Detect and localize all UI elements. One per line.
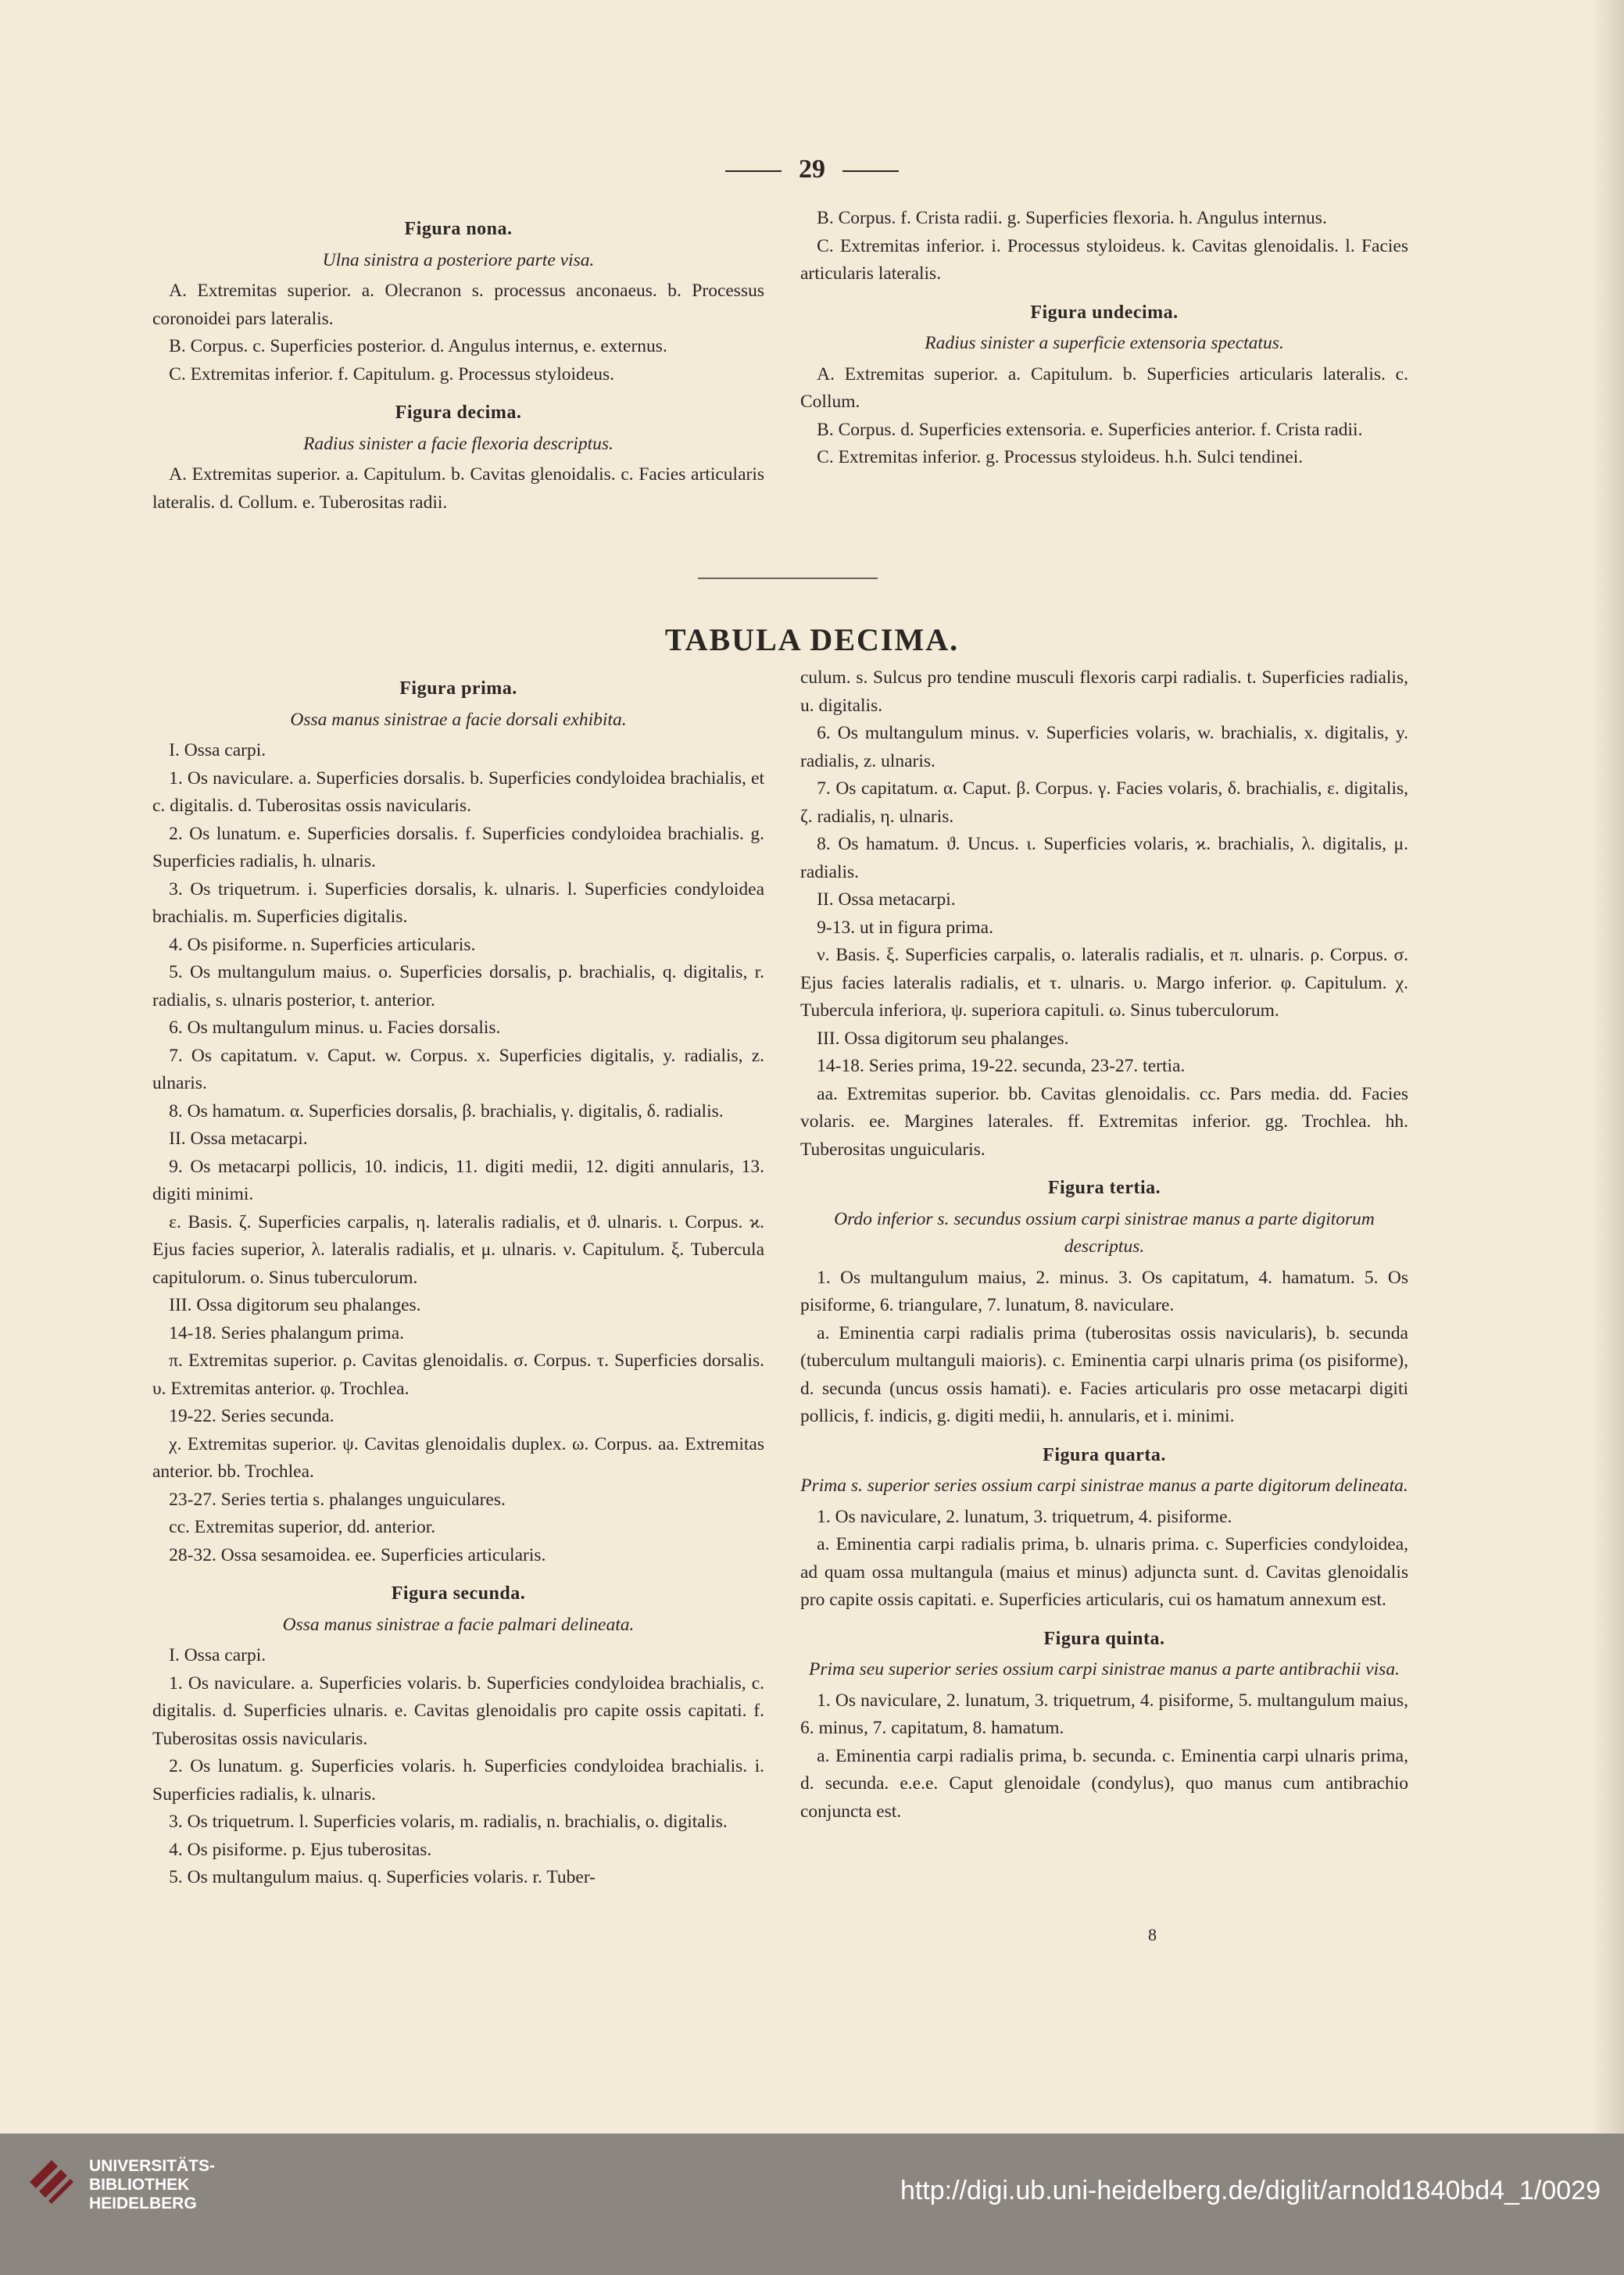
paragraph: 7. Os capitatum. α. Caput. β. Corpus. γ. Facies volaris, δ. brachialis, ε. digitalis, ζ. radialis, η. ulnaris. <box>800 778 1408 827</box>
page-number-rule-right <box>842 170 899 172</box>
paragraph: 2. Os lunatum. g. Superficies volaris. h. Superficies condyloidea brachialis. i. Superficies radialis, k. ulnaris. <box>152 1756 764 1805</box>
figure-subtitle: Ordo inferior s. secundus ossium carpi sinistrae manus a parte digitorum descriptus. <box>834 1208 1375 1257</box>
column-bottom-left <box>152 664 764 1892</box>
figure-subtitle: Ossa manus sinistrae a facie palmari delineata. <box>282 1614 635 1635</box>
page-number-rule-left <box>725 170 782 172</box>
paragraph: 9-13. ut in figura prima. <box>817 917 993 938</box>
paragraph: cc. Extremitas superior, dd. anterior. <box>169 1517 436 1537</box>
paragraph: B. Corpus. f. Crista radii. g. Superficies flexoria. h. Angulus internus. <box>817 208 1327 228</box>
paragraph: 6. Os multangulum minus. v. Superficies volaris, w. brachialis, x. digitalis, y. radialis, z. ulnaris. <box>800 723 1408 771</box>
figure-heading: Figura nona. <box>404 219 513 239</box>
footer-bar <box>0 2134 1624 2275</box>
library-name <box>89 2157 215 2213</box>
paragraph: II. Ossa metacarpi. <box>817 889 956 910</box>
paragraph: 6. Os multangulum minus. u. Facies dorsalis. <box>169 1018 501 1038</box>
page-number-header <box>0 155 1624 184</box>
library-name-line: UNIVERSITÄTS- <box>89 2157 216 2175</box>
column-bottom-right <box>800 664 1408 1826</box>
section-divider <box>698 578 878 579</box>
paragraph: A. Extremitas superior. a. Olecranon s. processus anconaeus. b. Processus coronoidei pars lateralis. <box>152 281 764 329</box>
paragraph: III. Ossa digitorum seu phalanges. <box>817 1028 1069 1049</box>
source-url-link[interactable]: http://digi.ub.uni-heidelberg.de/diglit/arnold1840bd4_1/0029 <box>900 2176 1601 2205</box>
paragraph: 5. Os multangulum maius. o. Superficies dorsalis, p. brachialis, q. digitalis, r. radialis, s. ulnaris posterior, t. anterior. <box>152 962 764 1011</box>
paragraph: C. Extremitas inferior. g. Processus styloideus. h.h. Sulci tendinei. <box>817 447 1304 467</box>
paragraph: 28-32. Ossa sesamoidea. ee. Superficies articularis. <box>169 1544 546 1565</box>
paragraph: 8. Os hamatum. α. Superficies dorsalis, β. brachialis, γ. digitalis, δ. radialis. <box>169 1100 724 1121</box>
signature-mark: 8 <box>1148 1925 1157 1944</box>
paragraph: II. Ossa metacarpi. <box>169 1129 308 1149</box>
paragraph: B. Corpus. c. Superficies posterior. d. Angulus internus, e. externus. <box>169 336 667 356</box>
paragraph: 1. Os naviculare. a. Superficies dorsalis. b. Superficies condyloidea brachialis, et c. digitalis. d. Tuberositas ossis navicularis. <box>152 767 764 816</box>
paragraph: 1. Os naviculare, 2. lunatum, 3. triquetrum, 4. pisiforme. <box>817 1506 1232 1527</box>
paragraph: 9. Os metacarpi pollicis, 10. indicis, 11. digiti medii, 12. digiti annularis, 13. digiti minimi. <box>152 1156 764 1204</box>
page-number: 29 <box>799 155 825 184</box>
paragraph: A. Extremitas superior. a. Capitulum. b. Cavitas glenoidalis. c. Facies articularis lateralis. d. Collum. e. Tuberositas radii. <box>152 464 764 513</box>
figure-heading: Figura prima. <box>399 678 517 699</box>
figure-subtitle: Ossa manus sinistrae a facie dorsali exhibita. <box>290 709 627 730</box>
library-name-line: HEIDELBERG <box>89 2195 197 2212</box>
figure-subtitle: Radius sinister a superficie extensoria spectatus. <box>925 333 1284 353</box>
paragraph: a. Eminentia carpi radialis prima (tuberositas ossis navicularis), b. secunda (tuberculum multanguli maioris). c. Eminentia carpi ulnaris prima (os pisiforme), d. secunda (uncus ossis hamati). e. Facies articularis pro osse metacarpi digiti pollicis, f. indicis, g. digiti medii, h. annularis, et i. minimi. <box>800 1322 1408 1426</box>
figure-subtitle: Prima s. superior series ossium carpi sinistrae manus a parte digitorum delineata. <box>800 1476 1408 1496</box>
figure-subtitle: Radius sinister a facie flexoria descriptus. <box>303 433 613 454</box>
paragraph: a. Eminentia carpi radialis prima, b. secunda. c. Eminentia carpi ulnaris prima, d. secunda. e.e.e. Caput glenoidale (condylus), quo manus cum antibrachio conjuncta est. <box>800 1745 1408 1822</box>
figure-heading: Figura quinta. <box>1043 1628 1165 1649</box>
paragraph: ε. Basis. ζ. Superficies carpalis, η. lateralis radialis, et ϑ. ulnaris. ι. Corpus. ϰ. Ejus facies superior, λ. lateralis radialis, et μ. ulnaris. ν. Capitulum. ξ. Tubercula capitulorum. ο. Sinus tuberculorum. <box>152 1211 764 1288</box>
paragraph: 1. Os naviculare, 2. lunatum, 3. triquetrum, 4. pisiforme, 5. multangulum maius, 6. minus, 7. capitatum, 8. hamatum. <box>800 1690 1408 1738</box>
paragraph: I. Ossa carpi. <box>169 740 266 760</box>
paragraph: 3. Os triquetrum. i. Superficies dorsalis, k. ulnaris. l. Superficies condyloidea brachialis. m. Superficies digitalis. <box>152 878 764 927</box>
paragraph: ν. Basis. ξ. Superficies carpalis, ο. lateralis radialis, et π. ulnaris. ρ. Corpus. σ. Ejus facies lateralis radialis, et τ. ulnaris. υ. Margo inferior. φ. Capitulum. χ. Tubercula inferiora, ψ. superiora capituli. ω. Sinus tuberculorum. <box>800 945 1408 1021</box>
figure-heading: Figura tertia. <box>1047 1178 1161 1198</box>
paragraph: 14-18. Series prima, 19-22. secunda, 23-27. tertia. <box>817 1056 1186 1076</box>
paragraph: π. Extremitas superior. ρ. Cavitas glenoidalis. σ. Corpus. τ. Superficies dorsalis. υ. Extremitas anterior. φ. Trochlea. <box>152 1350 764 1399</box>
paragraph: C. Extremitas inferior. f. Capitulum. g. Processus styloideus. <box>169 363 614 385</box>
figure-heading: Figura decima. <box>395 402 522 423</box>
paragraph: 5. Os multangulum maius. q. Superficies volaris. r. Tuber- <box>169 1867 596 1887</box>
column-top-left <box>152 205 764 517</box>
paragraph: 23-27. Series tertia s. phalanges unguiculares. <box>169 1489 506 1510</box>
column-top-right <box>800 205 1408 472</box>
paragraph: culum. s. Sulcus pro tendine musculi flexoris carpi radialis. t. Superficies radialis, u. digitalis. <box>800 667 1408 716</box>
paragraph: 3. Os triquetrum. l. Superficies volaris, m. radialis, n. brachialis, o. digitalis. <box>169 1812 728 1832</box>
figure-heading: Figura undecima. <box>1030 302 1179 323</box>
figure-subtitle: Ulna sinistra a posteriore parte visa. <box>322 249 595 270</box>
paragraph: A. Extremitas superior. a. Capitulum. b. Superficies articularis lateralis. c. Collum. <box>800 363 1408 412</box>
figure-heading: Figura secunda. <box>391 1583 526 1604</box>
paragraph: 7. Os capitatum. v. Caput. w. Corpus. x. Superficies digitalis, y. radialis, z. ulnaris. <box>152 1045 764 1093</box>
tabula-title: TABULA DECIMA. <box>664 622 960 657</box>
paragraph: 4. Os pisiforme. p. Ejus tuberositas. <box>169 1839 432 1860</box>
paragraph: III. Ossa digitorum seu phalanges. <box>169 1295 421 1315</box>
paragraph: 2. Os lunatum. e. Superficies dorsalis. f. Superficies condyloidea brachialis. g. Superficies radialis, h. ulnaris. <box>152 823 764 871</box>
heidelberg-library-logo-icon <box>27 2157 77 2207</box>
paragraph: 14-18. Series phalangum prima. <box>169 1322 405 1343</box>
paragraph: 19-22. Series secunda. <box>169 1406 334 1426</box>
paragraph: 1. Os naviculare. a. Superficies volaris. b. Superficies condyloidea brachialis, c. digitalis. d. Superficies ulnaris. e. Cavitas glenoidalis pro capite ossis capitati. f. Tuberositas ossis navicularis. <box>152 1672 764 1749</box>
figure-subtitle: Prima seu superior series ossium carpi sinistrae manus a parte antibrachii visa. <box>809 1659 1400 1679</box>
paragraph: C. Extremitas inferior. i. Processus styloideus. k. Cavitas glenoidalis. l. Facies articularis lateralis. <box>800 235 1408 284</box>
paragraph: aa. Extremitas superior. bb. Cavitas glenoidalis. cc. Pars media. dd. Facies volaris. ee. Margines laterales. ff. Extremitas inferior. gg. Trochlea. hh. Tuberositas unguicularis. <box>800 1083 1408 1160</box>
paragraph: B. Corpus. d. Superficies extensoria. e. Superficies anterior. f. Crista radii. <box>817 419 1363 440</box>
paragraph: a. Eminentia carpi radialis prima, b. ulnaris prima. c. Superficies condyloidea, ad quam ossa multangula (maius et minus) adjuncta sunt. d. Cavitas glenoidalis pro capite ossis capitati. e. Superficies articularis, cui os hamatum annexum est. <box>800 1534 1408 1610</box>
paragraph: I. Ossa carpi. <box>169 1645 266 1665</box>
paragraph: 8. Os hamatum. ϑ. Uncus. ι. Superficies volaris, ϰ. brachialis, λ. digitalis, μ. radialis. <box>800 834 1408 882</box>
figure-heading: Figura quarta. <box>1043 1444 1166 1465</box>
paragraph: χ. Extremitas superior. ψ. Cavitas glenoidalis duplex. ω. Corpus. aa. Extremitas anterior. bb. Trochlea. <box>152 1433 764 1482</box>
paragraph: 4. Os pisiforme. n. Superficies articularis. <box>169 934 476 955</box>
library-name-line: BIBLIOTHEK <box>89 2176 190 2194</box>
paragraph: 1. Os multangulum maius, 2. minus. 3. Os capitatum, 4. hamatum. 5. Os pisiforme, 6. triangulare, 7. lunatum, 8. naviculare. <box>800 1267 1408 1315</box>
